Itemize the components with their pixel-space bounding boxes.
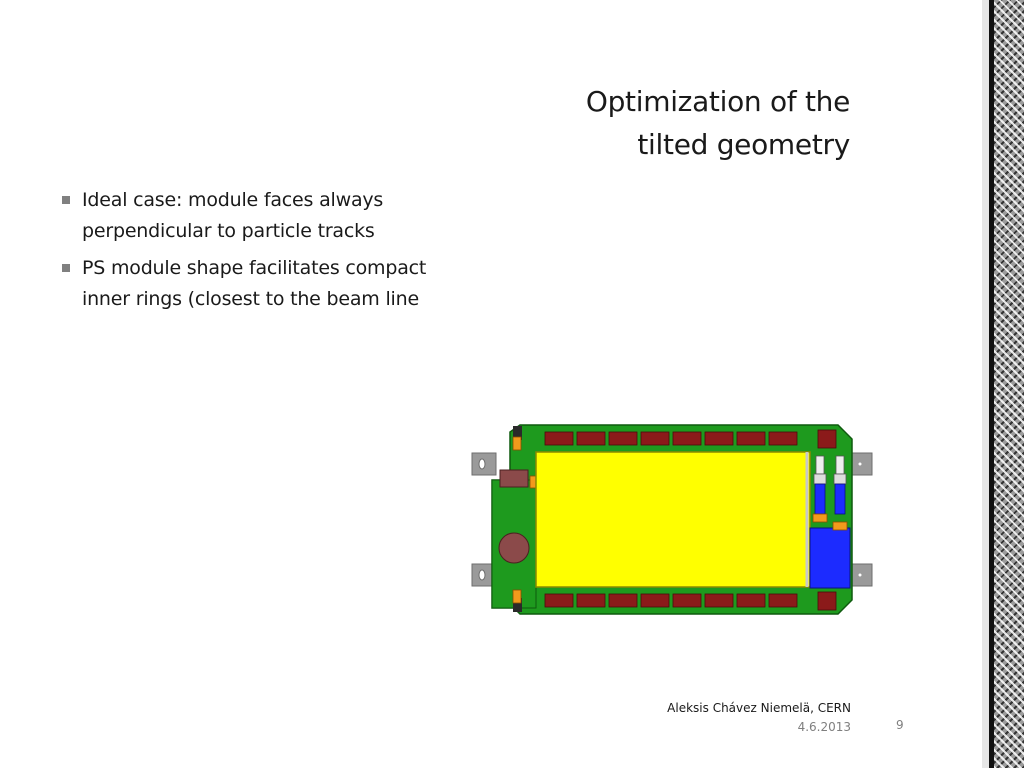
blue-connector-block bbox=[810, 528, 850, 588]
mount-hole-right-bottom bbox=[859, 574, 862, 577]
slide-title-line-1: Optimization of the bbox=[585, 85, 850, 118]
left-component-rect bbox=[500, 470, 528, 487]
slide-title bbox=[430, 80, 850, 166]
orange-connector-left-mid bbox=[530, 476, 536, 488]
orange-connector-left-bottom bbox=[513, 590, 521, 603]
bullet-text-1: Ideal case: module faces always perpendicular to particle tracks bbox=[82, 189, 384, 242]
left-component-round bbox=[499, 533, 529, 563]
bullet-square-icon bbox=[62, 196, 70, 204]
sensor-area bbox=[536, 452, 810, 587]
mount-hole-left-bottom bbox=[479, 570, 485, 580]
bullet-text-2: PS module shape facilitates compact inner rings (closest to the beam line bbox=[82, 257, 427, 310]
bullet-item-1 bbox=[60, 185, 460, 247]
mount-hole-left-top bbox=[479, 459, 485, 469]
ps-module-figure bbox=[470, 420, 880, 620]
edge-pattern-decoration bbox=[994, 0, 1024, 768]
concentrator-chip-bottom bbox=[818, 592, 836, 610]
bullet-square-icon bbox=[62, 264, 70, 272]
slide-title-line-2: tilted geometry bbox=[637, 128, 850, 161]
footer-author: Aleksis Chávez Niemelä, CERN bbox=[667, 701, 851, 715]
concentrator-chip-top bbox=[818, 430, 836, 448]
page-number: 9 bbox=[896, 718, 904, 732]
bullet-list bbox=[60, 185, 460, 321]
bullet-item-2 bbox=[60, 253, 460, 315]
orange-connector-left-top bbox=[513, 437, 521, 450]
footer-date: 4.6.2013 bbox=[797, 720, 851, 734]
mount-hole-right-top bbox=[859, 463, 862, 466]
